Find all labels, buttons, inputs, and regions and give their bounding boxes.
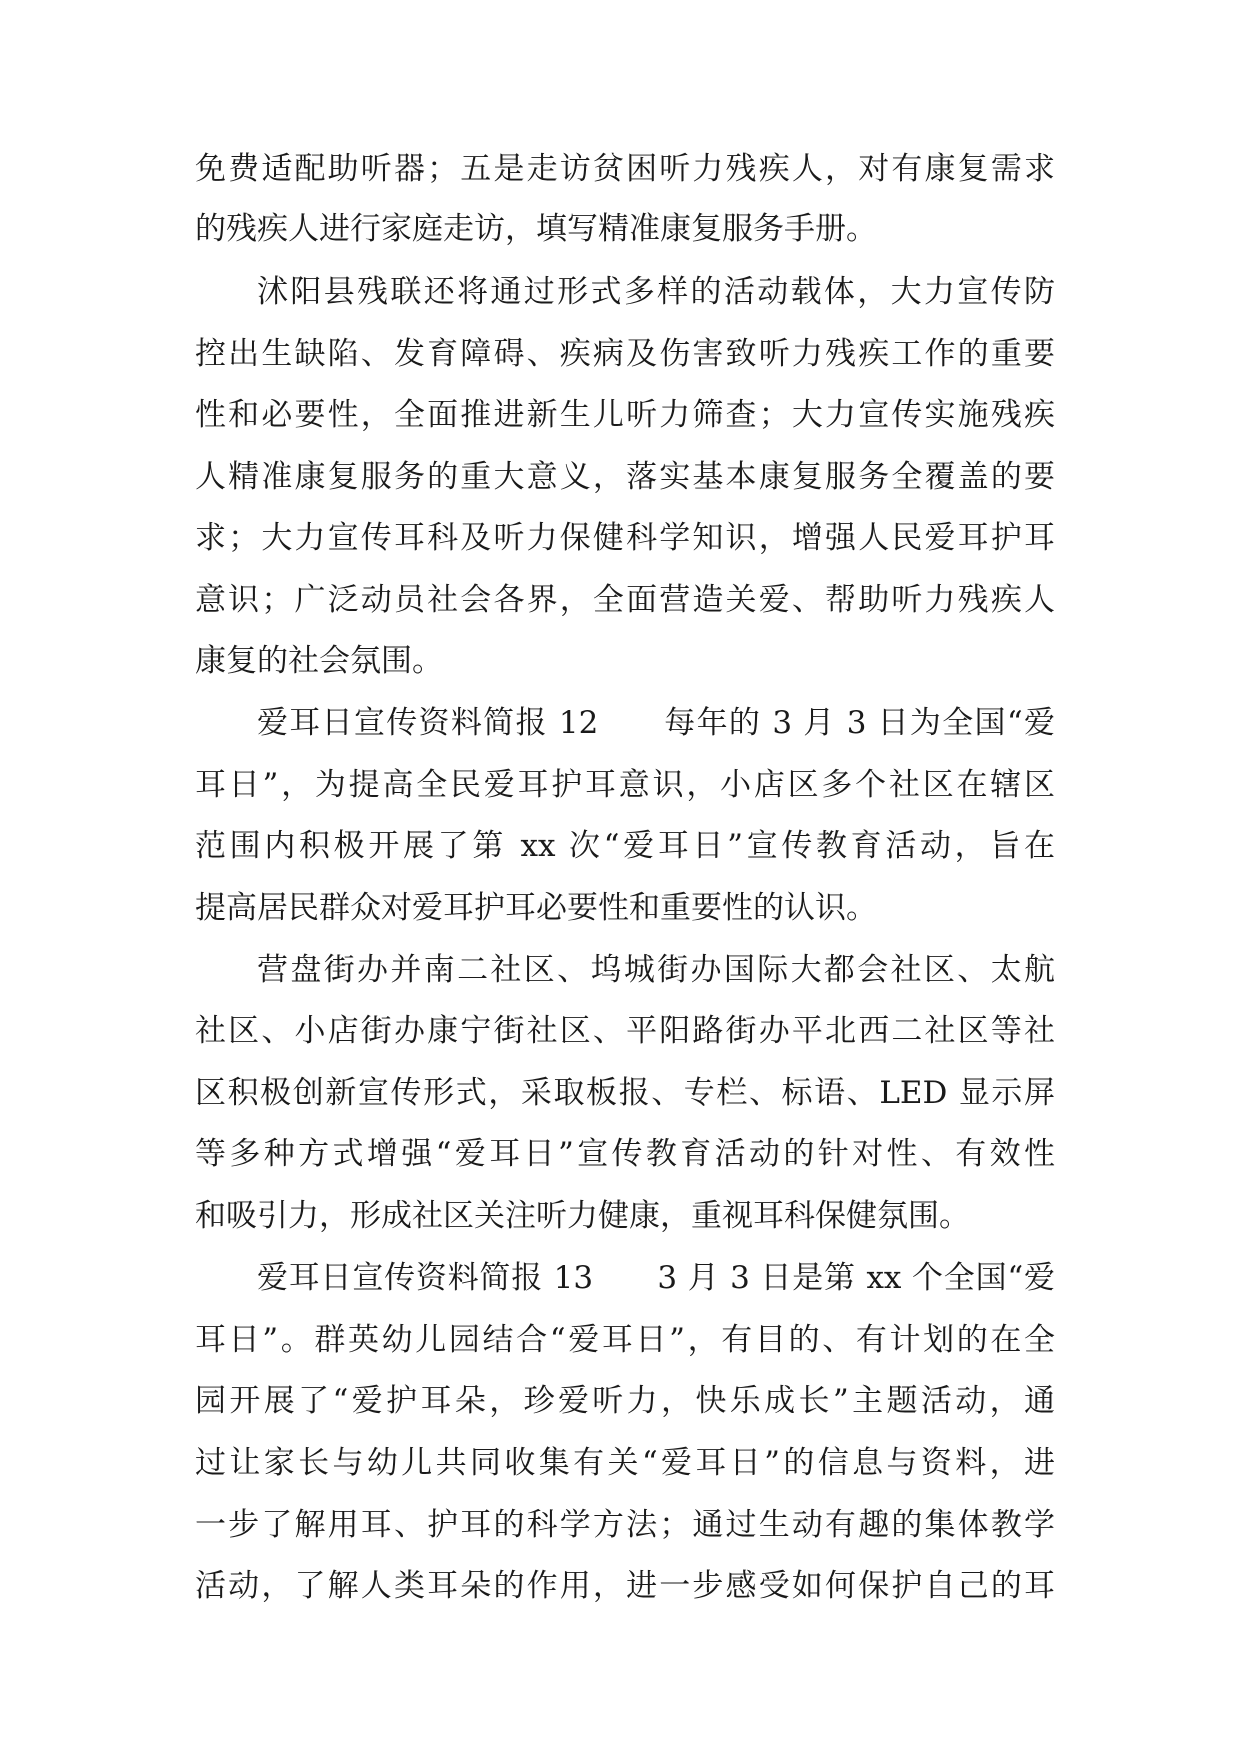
text-line: 意识；广泛动员社会各界，全面营造关爱、帮助听力残疾人 bbox=[195, 582, 1055, 618]
text-line: 康复的社会氛围。 bbox=[195, 643, 443, 679]
paragraph-first-line: 沭阳县残联还将通过形式多样的活动载体，大力宣传防 bbox=[257, 274, 1055, 310]
text-line: 耳日”，为提高全民爱耳护耳意识，小店区多个社区在辖区 bbox=[195, 767, 1055, 803]
paragraph-first-line: 营盘街办并南二社区、坞城街办国际大都会社区、太航 bbox=[257, 952, 1055, 988]
text-line: 的残疾人进行家庭走访，填写精准康复服务手册。 bbox=[195, 211, 877, 247]
text-line: 一步了解用耳、护耳的科学方法；通过生动有趣的集体教学 bbox=[195, 1507, 1055, 1543]
text-line: 园开展了“爱护耳朵，珍爱听力，快乐成长”主题活动，通 bbox=[195, 1383, 1055, 1419]
text-line: 提高居民群众对爱耳护耳必要性和重要性的认识。 bbox=[195, 890, 877, 926]
text-line: 活动，了解人类耳朵的作用，进一步感受如何保护自己的耳 bbox=[195, 1568, 1055, 1604]
text-line: 耳日”。群英幼儿园结合“爱耳日”，有目的、有计划的在全 bbox=[195, 1322, 1055, 1358]
text-line: 性和必要性，全面推进新生儿听力筛查；大力宣传实施残疾 bbox=[195, 397, 1055, 433]
text-line: 等多种方式增强“爱耳日”宣传教育活动的针对性、有效性 bbox=[195, 1136, 1055, 1172]
text-line: 和吸引力，形成社区关注听力健康，重视耳科保健氛围。 bbox=[195, 1198, 970, 1234]
text-line: 免费适配助听器；五是走访贫困听力残疾人，对有康复需求 bbox=[195, 151, 1055, 187]
text-line: 求；大力宣传耳科及听力保健科学知识，增强人民爱耳护耳 bbox=[195, 520, 1055, 556]
text-line: 范围内积极开展了第 xx 次“爱耳日”宣传教育活动，旨在 bbox=[195, 828, 1055, 864]
text-line: 社区、小店街办康宁街社区、平阳路街办平北西二社区等社 bbox=[195, 1013, 1055, 1049]
text-line: 过让家长与幼儿共同收集有关“爱耳日”的信息与资料，进 bbox=[195, 1445, 1055, 1481]
paragraph-first-line: 爱耳日宣传资料简报 12 每年的 3 月 3 日为全国“爱 bbox=[257, 705, 1055, 741]
text-line: 控出生缺陷、发育障碍、疾病及伤害致听力残疾工作的重要 bbox=[195, 336, 1055, 372]
text-line: 人精准康复服务的重大意义，落实基本康复服务全覆盖的要 bbox=[195, 459, 1055, 495]
paragraph-first-line: 爱耳日宣传资料简报 13 3 月 3 日是第 xx 个全国“爱 bbox=[257, 1260, 1055, 1296]
text-line: 区积极创新宣传形式，采取板报、专栏、标语、LED 显示屏 bbox=[195, 1075, 1055, 1111]
